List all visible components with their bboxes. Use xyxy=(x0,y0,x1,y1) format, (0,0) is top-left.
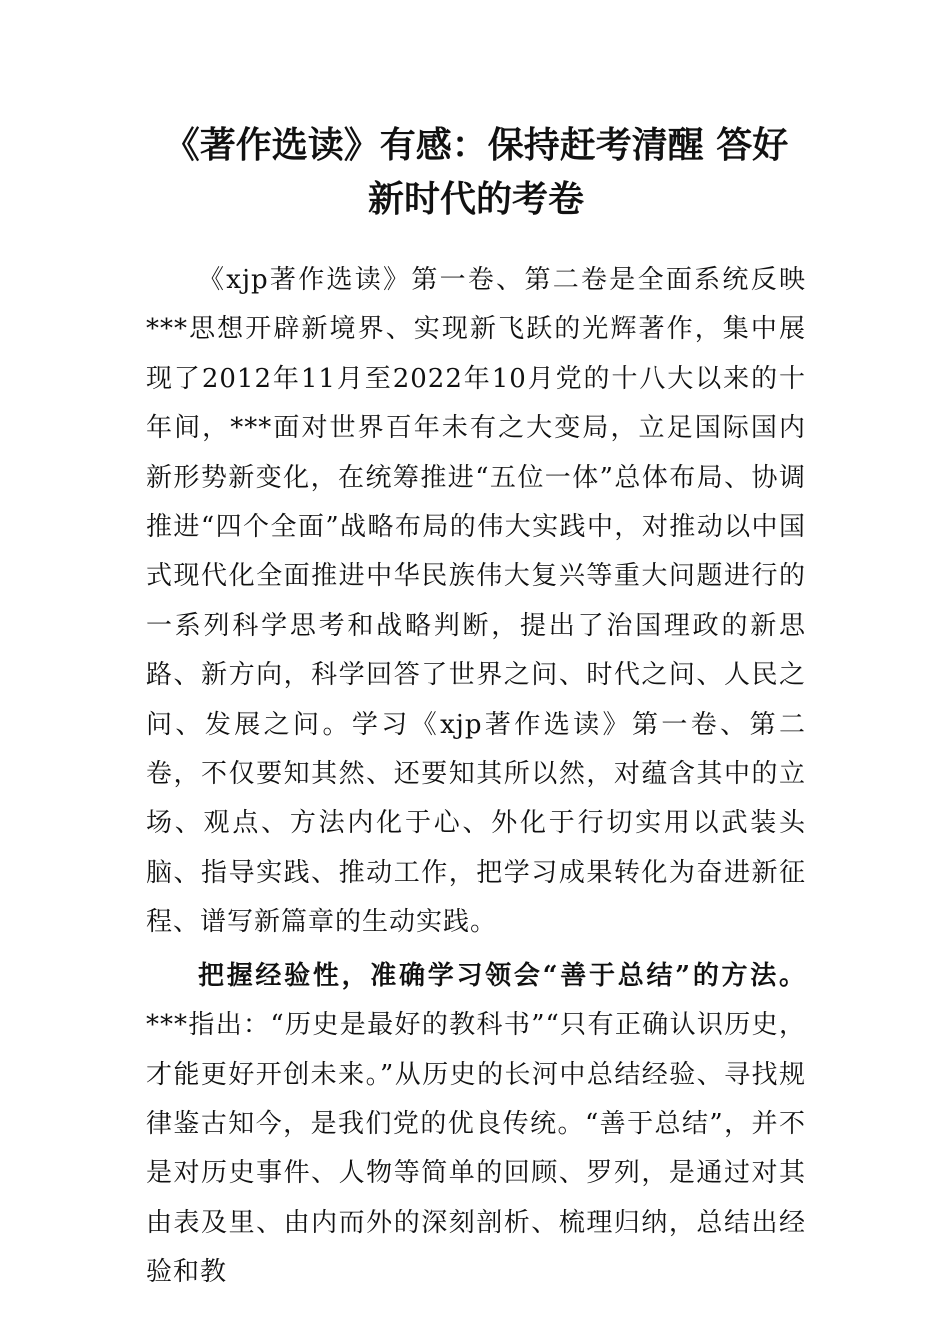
paragraph-experience xyxy=(146,952,806,1298)
document-body xyxy=(146,256,806,1298)
paragraph-text: ***指出：“历史是最好的教科书”“只有正确认识历史，才能更好开创未来。”从历史的长河中总结经验、寻找规律鉴古知今，是我们党的优良传统。“善于总结”，并不是对历史事件、人物等简单的回顾、罗列，是通过对其由表及里、由内而外的深刻剖析、梳理归纳，总结出经验和教 xyxy=(146,1010,806,1288)
paragraph-lead: 把握经验性，准确学习领会“善于总结”的方法。 xyxy=(198,960,806,991)
paragraph-intro xyxy=(146,256,806,948)
document-title: 《著作选读》有感：保持赶考清醒 答好新时代的考卷 xyxy=(163,124,789,220)
document-page xyxy=(146,118,806,1298)
paragraph-text: 《xjp著作选读》第一卷、第二卷是全面系统反映***思想开辟新境界、实现新飞跃的光辉著作，集中展现了2012年11月至2022年10月党的十八大以来的十年间，***面对世界百年未有之大变局，立足国际国内新形势新变化，在统筹推进“五位一体”总体布局、协调推进“四个全面”战略布局的伟大实践中，对推动以中国式现代化全面推进中华民族伟大复兴等重大问题进行的一系列科学思考和战略判断，提出了治国理政的新思路、新方向，科学回答了世界之问、时代之问、人民之问、发展之问。学习《xjp著作选读》第一卷、第二卷，不仅要知其然、还要知其所以然，对蕴含其中的立场、观点、方法内化于心、外化于行切实用以武装头脑、指导实践、推动工作，把学习成果转化为奋进新征程、谱写新篇章的生动实践。 xyxy=(146,265,806,938)
